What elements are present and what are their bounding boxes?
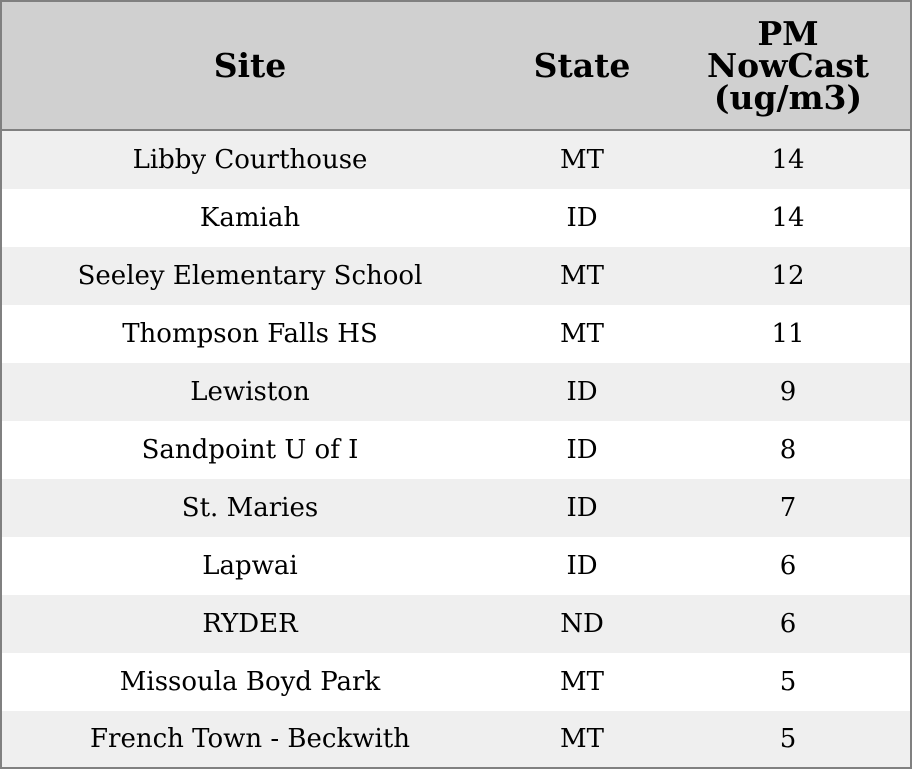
cell-pm-value: 14: [771, 145, 805, 175]
table-body: [2, 131, 910, 767]
cell-state: ID: [566, 493, 598, 523]
table-row: [2, 305, 910, 363]
header-pm-nowcast-label: PM NowCast (ug/m3): [706, 13, 870, 117]
cell-pm-value: 12: [771, 261, 805, 291]
table-row: [2, 653, 910, 711]
cell-pm-value: 5: [779, 667, 797, 697]
cell-state: MT: [560, 145, 604, 175]
cell-state: ID: [566, 203, 598, 233]
cell-site: French Town - Beckwith: [89, 724, 411, 754]
table-row: [2, 711, 910, 767]
cell-site: Seeley Elementary School: [77, 261, 423, 291]
cell-pm-value: 14: [771, 203, 805, 233]
cell-pm-value: 6: [779, 609, 797, 639]
cell-state: MT: [560, 319, 604, 349]
cell-site: Missoula Boyd Park: [119, 667, 381, 697]
table-row: [2, 247, 910, 305]
cell-pm-value: 6: [779, 551, 797, 581]
cell-site: Lapwai: [202, 551, 298, 581]
cell-pm-value: 5: [779, 724, 797, 754]
cell-pm-value: 8: [779, 435, 797, 465]
cell-state: ND: [560, 609, 604, 639]
cell-site: Thompson Falls HS: [122, 319, 378, 349]
cell-pm-value: 7: [779, 493, 797, 523]
table-row: [2, 595, 910, 653]
cell-pm-value: 11: [771, 319, 805, 349]
table-row: [2, 537, 910, 595]
table-row: [2, 131, 910, 189]
header-site: Site: [213, 45, 287, 85]
table-header-row: [2, 2, 910, 131]
table-row: [2, 189, 910, 247]
header-pm-nowcast: [666, 2, 910, 129]
cell-site: St. Maries: [181, 493, 319, 523]
cell-site: Libby Courthouse: [132, 145, 368, 175]
cell-site: RYDER: [202, 609, 298, 639]
table-row: [2, 363, 910, 421]
table-row: [2, 479, 910, 537]
cell-state: ID: [566, 435, 598, 465]
header-state: State: [533, 45, 631, 85]
cell-pm-value: 9: [779, 377, 797, 407]
cell-site: Lewiston: [190, 377, 310, 407]
cell-state: MT: [560, 667, 604, 697]
cell-state: MT: [560, 261, 604, 291]
cell-state: ID: [566, 551, 598, 581]
cell-state: MT: [560, 724, 604, 754]
cell-site: Kamiah: [199, 203, 301, 233]
cell-state: ID: [566, 377, 598, 407]
cell-site: Sandpoint U of I: [141, 435, 359, 465]
table-row: [2, 421, 910, 479]
